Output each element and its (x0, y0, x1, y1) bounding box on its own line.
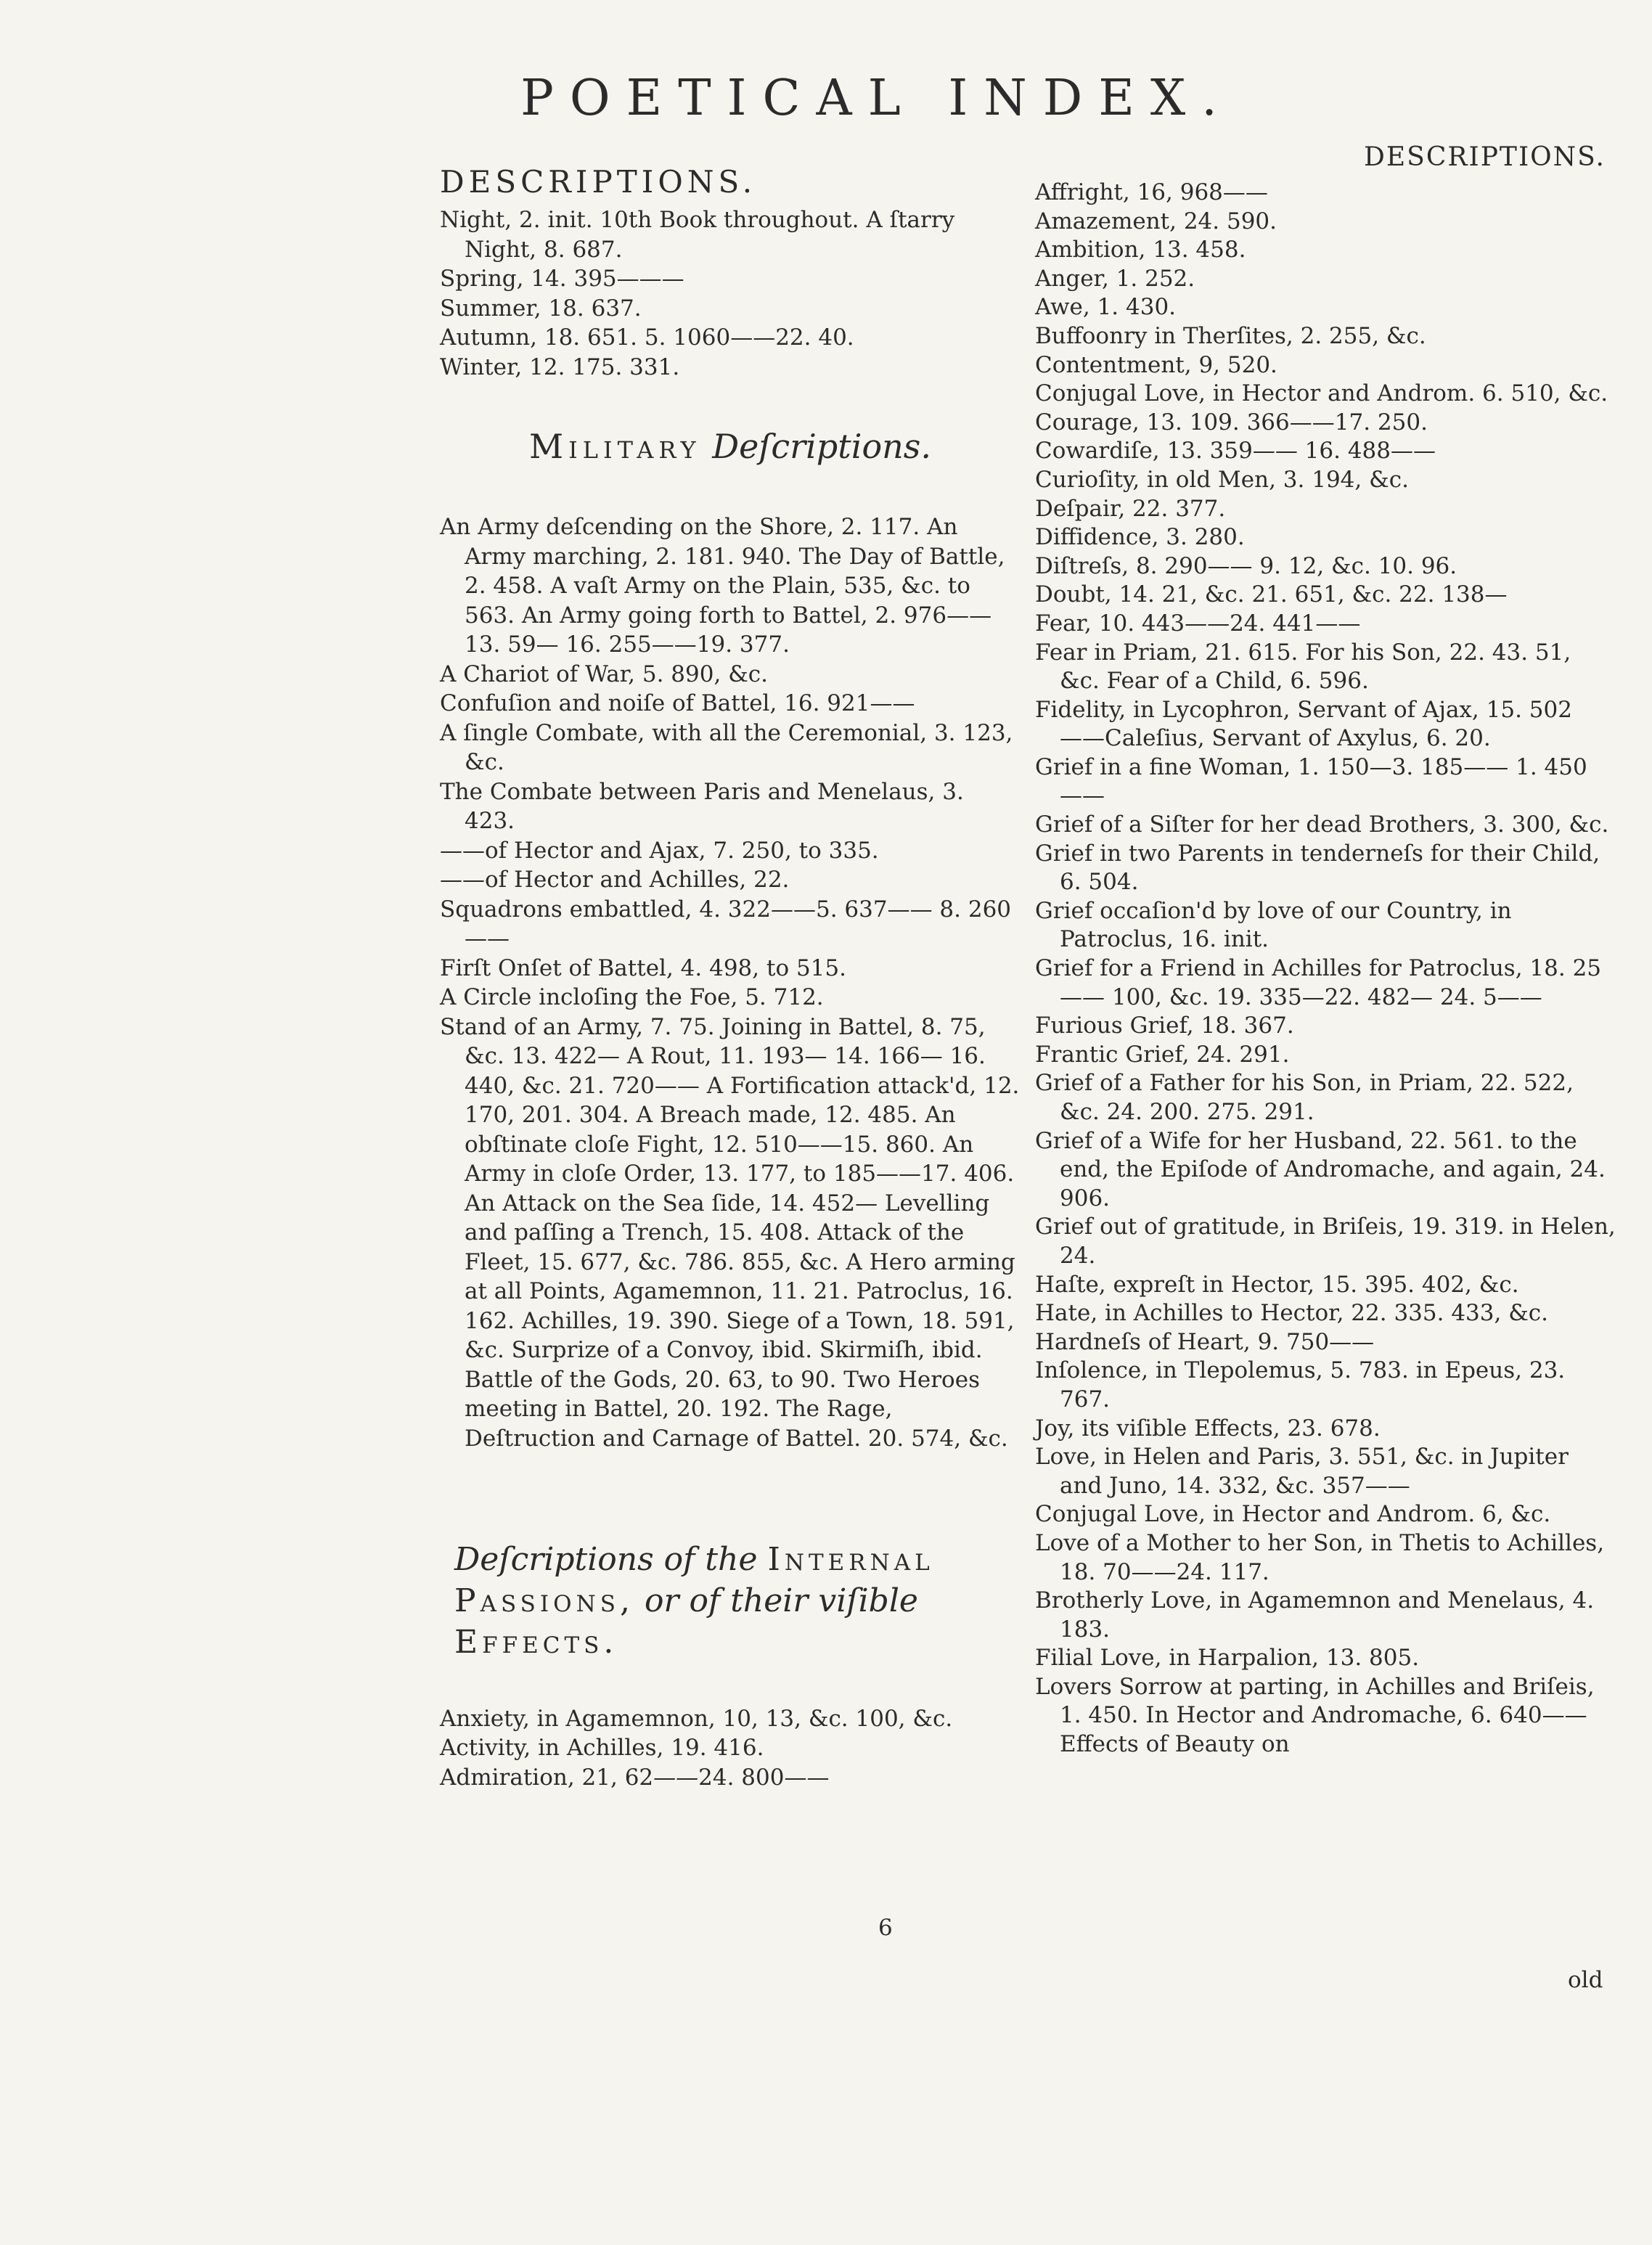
page-number: 6 (878, 1915, 893, 1941)
index-entry: Confuſion and noiſe of Battel, 16. 921—— (440, 690, 915, 716)
index-entry: Anxiety, in Agamemnon, 10, 13, &c. 100, &c. (440, 1705, 953, 1732)
index-entry: Diſtreſs, 8. 290—— 9. 12, &c. 10. 96. (1035, 552, 1457, 579)
index-entry: Deſpair, 22. 377. (1035, 495, 1226, 522)
index-entry: Love, in Helen and Paris, 3. 551, &c. in Jupiter and Juno, 14. 332, &c. 357—— (1035, 1444, 1569, 1499)
passions-heading-caps: Internal (767, 1541, 934, 1578)
index-entry: Doubt, 14. 21, &c. 21. 651, &c. 22. 138— (1035, 581, 1508, 608)
index-entry: A ſingle Combate, with all the Ceremonial, 3. 123, &c. (440, 719, 1013, 775)
index-entry: Firſt Onſet of Battel, 4. 498, to 515. (440, 954, 846, 981)
running-head: DESCRIPTIONS. (1364, 142, 1606, 172)
index-entry: Grief in a fine Woman, 1. 150—3. 185—— 1. 450—— (1035, 753, 1587, 809)
index-entry: Night, 2. init. 10th Book throughout. A ſtarry Night, 8. 687. (440, 207, 955, 263)
catchword: old (1568, 1967, 1603, 1993)
index-entry: Cowardiſe, 13. 359—— 16. 488—— (1035, 438, 1436, 465)
index-entry: Filial Love, in Harpalion, 13. 805. (1035, 1645, 1420, 1672)
index-entry: Diffidence, 3. 280. (1035, 524, 1245, 551)
index-entry: Hate, in Achilles to Hector, 22. 335. 433, &c. (1035, 1300, 1549, 1327)
index-entry: A Circle incloſing the Foe, 5. 712. (440, 984, 824, 1010)
index-entry: Inſolence, in Tlepolemus, 5. 783. in Epeus, 23. 767. (1035, 1357, 1566, 1412)
index-entry: Courage, 13. 109. 366——17. 250. (1035, 409, 1428, 435)
index-entry: Anger, 1. 252. (1035, 265, 1195, 292)
index-entry: Grief in two Parents in tenderneſs for their Child, 6. 504. (1035, 840, 1600, 896)
index-entry: Squadrons embattled, 4. 322——5. 637—— 8. 260—— (440, 896, 1012, 952)
section-heading: DESCRIPTIONS. (440, 164, 757, 200)
index-entry: Furious Grief, 18. 367. (1035, 1013, 1294, 1039)
index-entry: Fear, 10. 443——24. 441—— (1035, 610, 1361, 637)
index-entry: ——of Hector and Achilles, 22. (440, 867, 790, 893)
index-entry: Fear in Priam, 21. 615. For his Son, 22. 43. 51, &c. Fear of a Child, 6. 596. (1035, 639, 1571, 695)
index-entry: Ambition, 13. 458. (1035, 237, 1246, 263)
index-entry: An Army deſcending on the Shore, 2. 117. An Army marching, 2. 181. 940. The Day of Battle, 2. 458. A vaſt Army on the Plain, 535, &c. to 563. An Army going forth to Battel, 2. 976——13. 59— 16. 255——19. 377. (440, 514, 1005, 658)
military-entries (440, 512, 1021, 1453)
passions-entries (440, 1704, 1021, 1793)
page-title: POETICAL INDEX. (520, 70, 1233, 127)
index-entry: Awe, 1. 430. (1035, 294, 1177, 321)
right-entries (1035, 179, 1616, 1759)
passions-heading-caps: Effects. (454, 1624, 618, 1661)
index-entry: Admiration, 21, 62——24. 800—— (440, 1764, 830, 1791)
index-entry: The Combate between Paris and Menelaus, 3. 423. (440, 778, 964, 834)
right-column (1035, 142, 1616, 1759)
left-column (440, 142, 1021, 1792)
index-entry: Lovers Sorrow at parting, in Achilles and Briſeis, 1. 450. In Hector and Andromache, 6. 640—— Effects of Beauty on (1035, 1673, 1595, 1758)
index-entry: Grief of a Father for his Son, in Priam, 22. 522, &c. 24. 200. 275. 291. (1035, 1070, 1574, 1125)
index-entry: Summer, 18. 637. (440, 295, 642, 322)
index-entry: Grief of a Wife for her Husband, 22. 561. to the end, the Epiſode of Andromache, and again, 24. 906. (1035, 1127, 1606, 1211)
military-heading-caps: Military (529, 427, 701, 466)
index-entry: Grief out of gratitude, in Briſeis, 19. 319. in Helen, 24. (1035, 1214, 1616, 1269)
index-entry: Frantic Grief, 24. 291. (1035, 1041, 1290, 1068)
passions-heading (454, 1539, 1021, 1664)
passions-heading-italic: or of their viſible (644, 1582, 918, 1620)
index-entry: Fidelity, in Lycophron, Servant of Ajax, 15. 502——Caleſius, Servant of Axylus, 6. 20. (1035, 696, 1572, 752)
index-entry: Love of a Mother to her Son, in Thetis to Achilles, 18. 70——24. 117. (1035, 1529, 1605, 1585)
index-entry: Conjugal Love, in Hector and Androm. 6. 510, &c. (1035, 380, 1608, 407)
index-entry: Stand of an Army, 7. 75. Joining in Battel, 8. 75, &c. 13. 422— A Rout, 11. 193— 14. 166— 16. 440, &c. 21. 720—— A Fortification attack'd, 12. 170, 201. 304. A Breach made, 12. 485. An obſtinate cloſe Fight, 12. 510——15. 860. An Army in cloſe Order, 13. 177, to 185——17. 406. An Attack on the Sea ſide, 14. 452— Levelling and paſſing a Trench, 15. 408. Attack of the Fleet, 15. 677, &c. 786. 855, &c. A Hero arming at all Points, Agamemnon, 11. 21. Patroclus, 16. 162. Achilles, 19. 390. Siege of a Town, 18. 591, &c. Surprize of a Convoy, ibid. Skirmiſh, ibid. Battle of the Gods, 20. 63, to 90. Two Heroes meeting in Battel, 20. 192. The Rage, Deſtruction and Carnage of Battel. 20. 574, &c. (440, 1013, 1020, 1452)
passions-heading-caps: Passions, (454, 1582, 634, 1620)
index-entry: Brotherly Love, in Agamemnon and Menelaus, 4. 183. (1035, 1587, 1595, 1643)
index-entry: ——of Hector and Ajax, 7. 250, to 335. (440, 837, 879, 864)
passions-heading-italic: Deſcriptions of the (454, 1541, 758, 1578)
index-entry: Buffoonry in Therſites, 2. 255, &c. (1035, 322, 1426, 349)
index-entry: Contentment, 9, 520. (1035, 351, 1277, 378)
index-entry: Winter, 12. 175. 331. (440, 353, 680, 380)
index-entry: Grief of a Siſter for her dead Brothers, 3. 300, &c. (1035, 811, 1609, 838)
index-entry: Grief for a Friend in Achilles for Patroclus, 18. 25—— 100, &c. 19. 335—22. 482— 24. 5—— (1035, 955, 1602, 1010)
index-entry: Amazement, 24. 590. (1035, 208, 1277, 234)
index-entry: Grief occaſion'd by love of our Country, in Patroclus, 16. init. (1035, 897, 1512, 953)
index-entry: Affright, 16, 968—— (1035, 179, 1268, 205)
index-entry: Curioſity, in old Men, 3. 194, &c. (1035, 466, 1409, 493)
index-entry: Conjugal Love, in Hector and Androm. 6, &c. (1035, 1501, 1551, 1528)
index-entry: Joy, its viſible Effects, 23. 678. (1035, 1415, 1381, 1442)
index-entry: Hardneſs of Heart, 9. 750—— (1035, 1328, 1375, 1355)
military-heading (440, 427, 1021, 466)
index-entry: A Chariot of War, 5. 890, &c. (440, 661, 768, 687)
military-heading-italic: Deſcriptions. (712, 427, 931, 466)
index-entry: Haſte, expreſt in Hector, 15. 395. 402, &c. (1035, 1271, 1519, 1298)
index-entry: Autumn, 18. 651. 5. 1060——22. 40. (440, 324, 854, 351)
index-entry: Spring, 14. 395——— (440, 266, 684, 292)
intro-entries (440, 205, 1021, 382)
index-entry: Activity, in Achilles, 19. 416. (440, 1735, 764, 1762)
